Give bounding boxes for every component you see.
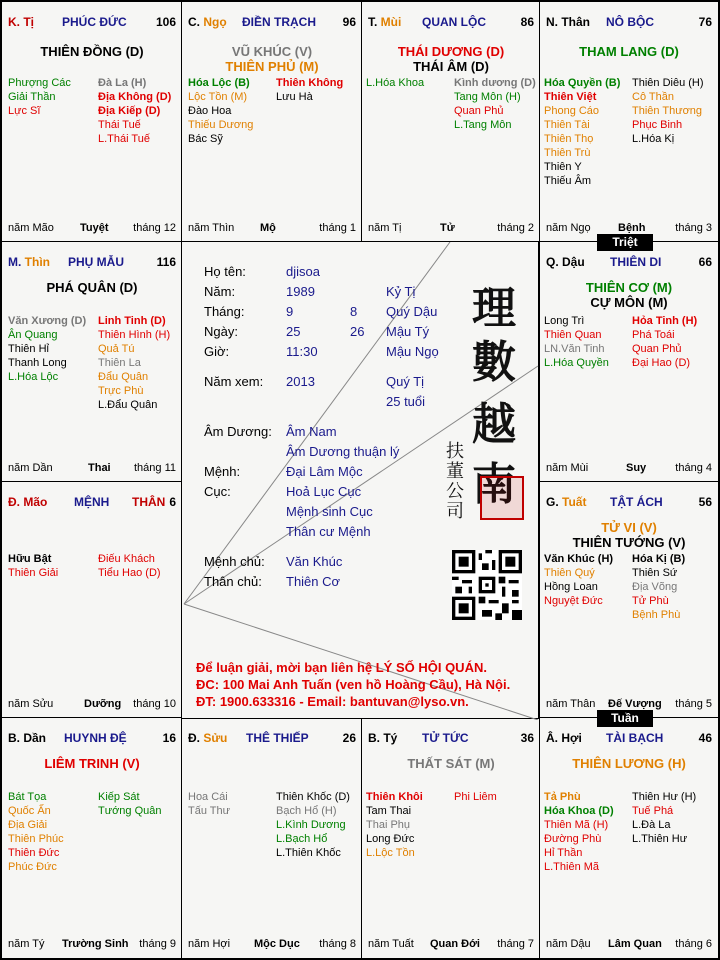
star: L.Hóa Lộc (8, 371, 59, 383)
amduong-value: Âm Nam (286, 424, 337, 439)
palace-number: 26 (342, 731, 356, 745)
star: Thiên Diêu (H) (632, 77, 704, 89)
can-day: Mậu Tý (386, 324, 430, 339)
foot-year: năm Tị (368, 222, 402, 234)
foot-stage: Mộc Dục (254, 938, 300, 950)
main-star: PHÁ QUÂN (D) (46, 280, 138, 295)
foot-month: tháng 12 (133, 222, 176, 234)
palace-number: 56 (698, 495, 712, 509)
palace-than (539, 1, 719, 243)
thanchu-label: Thân chủ: (204, 574, 262, 589)
star: Phong Cáo (544, 105, 600, 117)
star: Thiên Khốc (D) (276, 791, 350, 803)
menh-value: Đại Lâm Mộc (286, 464, 363, 479)
star: Thai Phụ (366, 819, 411, 831)
menh-label: Mệnh: (204, 464, 241, 479)
palace-number: 96 (342, 15, 356, 29)
view-can: Quý Tị (386, 374, 425, 389)
palace-name: TÀI BẠCH (606, 731, 664, 745)
star: Kình dương (D) (454, 77, 536, 89)
star: L.Thái Tuế (98, 133, 150, 145)
contact-phone-email: ĐT: 1900.633316 - Email: bantuvan@lyso.vn. (196, 694, 469, 709)
palace-name: THÊ THIẾP (246, 731, 309, 745)
foot-stage: Thai (88, 462, 111, 474)
star: Trực Phù (98, 385, 144, 397)
small-char: 董 (446, 461, 464, 482)
branch: G. Tuất (546, 495, 587, 509)
small-calligraphy (446, 442, 464, 522)
main-star: THÁI DƯƠNG (D) (397, 44, 505, 59)
star: Đào Hoa (188, 105, 232, 117)
foot-stage: Mộ (260, 222, 276, 234)
palace-name: NÔ BỘC (606, 15, 654, 29)
menhchu-label: Mệnh chủ: (204, 554, 265, 569)
red-seal-stamp-icon (480, 476, 524, 520)
star: Linh Tinh (D) (98, 315, 166, 327)
foot-stage: Tử (440, 222, 455, 234)
calligraphy-char: 理 (472, 283, 516, 334)
foot-month: tháng 3 (675, 222, 712, 234)
star: Thiên Phúc (8, 833, 64, 845)
palace-number: 106 (155, 15, 176, 29)
foot-month: tháng 1 (319, 222, 356, 234)
cuc-value: Hoả Lục Cục (286, 484, 362, 499)
star: Bệnh Phù (632, 609, 681, 621)
star: Bát Tọa (8, 791, 47, 803)
foot-month: tháng 11 (133, 462, 176, 474)
qr-code-icon (452, 550, 522, 620)
main-star: VŨ KHÚC (V) (231, 44, 313, 59)
than-label: THÂN (132, 495, 166, 509)
amduong-label: Âm Dương: (204, 424, 272, 439)
foot-stage: Lâm Quan (608, 938, 662, 950)
star: Lộc Tồn (M) (188, 91, 248, 103)
main-star: CỰ MÔN (M) (590, 295, 668, 310)
star: Giải Thần (8, 91, 56, 103)
palace-name: HUYNH ĐỆ (64, 731, 127, 745)
foot-year: năm Thân (546, 698, 596, 710)
star: L.Thiên Hư (632, 833, 688, 845)
star: L.Thiên Mã (544, 861, 600, 873)
year-value: 1989 (286, 284, 315, 299)
star: Phá Toái (632, 329, 675, 341)
can-month: Quý Dậu (386, 304, 438, 319)
palace-number: 36 (520, 731, 534, 745)
foot-year: năm Mùi (546, 462, 589, 474)
branch: K. Tị (8, 15, 34, 29)
foot-stage: Trường Sinh (62, 938, 129, 950)
calligraphy-char: 南 (472, 459, 516, 510)
star: Thiên Giải (8, 567, 59, 579)
foot-stage: Quan Đới (430, 938, 480, 950)
palace-number: 116 (156, 255, 176, 269)
year-label: Năm: (204, 284, 236, 299)
palace-name: THIÊN DI (610, 255, 662, 269)
star: L.Thiên Khốc (276, 847, 341, 859)
cuc-extra2: Thân cư Mệnh (286, 524, 371, 539)
star: Quan Phủ (632, 343, 682, 355)
calligraphy-char: 越 (472, 399, 516, 450)
small-char: 扶 (446, 441, 464, 462)
branch: M. Thìn (8, 255, 50, 269)
palace-name: PHỤ MẪU (68, 255, 124, 269)
star: Thiên Việt (544, 91, 597, 103)
branch: C. Ngọ (188, 15, 227, 29)
palace-thin (1, 241, 183, 483)
contact-address: ĐC: 100 Mai Anh Tuấn (ven hồ Hoàng Cầu), Hà Nội. (196, 677, 511, 692)
main-star: TỬ VI (V) (601, 520, 657, 535)
palace-number: 76 (698, 15, 712, 29)
month-value: 9 (286, 304, 294, 319)
palace-number: 86 (520, 15, 534, 29)
palace-suu (181, 717, 363, 959)
main-star: LIÊM TRINH (V) (44, 756, 140, 771)
month-label: Tháng: (204, 304, 245, 319)
branch: B. Dần (8, 731, 47, 745)
foot-year: năm Ngọ (546, 222, 591, 234)
star: Địa Không (D) (98, 91, 172, 103)
foot-month: tháng 2 (497, 222, 534, 234)
foot-year: năm Tý (8, 938, 45, 950)
palace-tuat (539, 481, 719, 719)
star: Văn Khúc (H) (544, 553, 614, 565)
star: Thiên Mã (H) (544, 819, 609, 831)
foot-month: tháng 8 (319, 938, 356, 950)
star: Văn Xương (D) (8, 315, 87, 327)
main-star: THIÊN LƯƠNG (H) (572, 756, 686, 771)
star: Quốc Ấn (8, 805, 51, 817)
name-label: Họ tên: (204, 264, 246, 279)
star: Địa Giải (8, 819, 48, 831)
palace-ty (361, 717, 541, 959)
foot-month: tháng 7 (497, 938, 534, 950)
star: Thiên Quan (544, 329, 602, 341)
palace-name: MỆNH (74, 495, 110, 509)
star: Kiếp Sát (98, 791, 140, 803)
star: Đại Hao (D) (632, 357, 691, 369)
foot-stage: Bệnh (618, 222, 646, 234)
star: Hóa Khoa (D) (544, 805, 614, 817)
palace-name: TẬT ÁCH (610, 495, 663, 509)
palace-name: QUAN LỘC (422, 15, 486, 29)
foot-stage: Tuyệt (80, 222, 109, 234)
thanchu-value: Thiên Cơ (286, 574, 341, 589)
star: Quan Phủ (454, 105, 504, 117)
palace-name: TỬ TỨC (422, 731, 469, 745)
main-star: THẤT SÁT (M) (407, 756, 495, 771)
branch: Â. Hợi (546, 731, 582, 745)
center-info-panel (181, 241, 539, 719)
foot-year: năm Hợi (188, 938, 231, 950)
star: Phượng Các (8, 77, 71, 89)
foot-month: tháng 4 (675, 462, 712, 474)
star: Thiên Không (276, 77, 344, 89)
day-label: Ngày: (204, 324, 238, 339)
star: Hoa Cái (188, 791, 228, 803)
star: Bác Sỹ (188, 133, 223, 145)
menhchu-value: Văn Khúc (286, 554, 343, 569)
palace-ti (1, 1, 183, 243)
foot-year: năm Mão (8, 222, 54, 234)
star: Thiên Quý (544, 567, 595, 579)
star: Hồng Loan (544, 581, 598, 593)
star: Thiên Trù (544, 147, 591, 159)
star: Tam Thai (366, 805, 412, 817)
palace-dan (1, 717, 183, 959)
star: Thiên Hỉ (8, 343, 49, 355)
star: Phúc Đức (8, 861, 57, 873)
star: Thiên La (98, 357, 141, 369)
foot-year: năm Sửu (8, 698, 54, 710)
star: L.Hóa Khoa (366, 77, 425, 89)
star: L.Đẩu Quân (98, 399, 158, 411)
star: Bạch Hổ (H) (276, 805, 337, 817)
foot-year: năm Thìn (188, 222, 235, 234)
star: Tả Phù (544, 791, 581, 803)
star: Thiếu Âm (544, 175, 592, 187)
star: Địa Kiếp (D) (98, 105, 161, 117)
star: Địa Võng (632, 581, 678, 593)
palace-dau (539, 241, 719, 483)
star: Đường Phù (544, 833, 602, 845)
tuan-badge: Tuần (597, 710, 653, 727)
star: Phục Binh (632, 119, 683, 131)
small-char: 公 (446, 481, 464, 502)
star: Hữu Bật (8, 553, 52, 565)
branch: T. Mùi (368, 15, 402, 29)
view-year-label: Năm xem: (204, 374, 264, 389)
cuc-extra1: Mệnh sinh Cục (286, 504, 373, 519)
star: Hỉ Thần (544, 847, 583, 859)
view-year-value: 2013 (286, 374, 315, 389)
star: Tuế Phá (632, 805, 674, 817)
main-star: THAM LANG (D) (579, 44, 679, 59)
star: Thiên Y (544, 161, 582, 173)
palace-hoi (539, 717, 719, 959)
star: Tướng Quân (98, 805, 162, 817)
star: Thiên Khôi (366, 791, 423, 803)
can-hour: Mậu Ngọ (386, 344, 439, 359)
star: Long Trì (544, 315, 585, 327)
star: Nguyệt Đức (544, 595, 603, 607)
star: L.Hóa Quyền (544, 357, 609, 369)
small-char: 司 (446, 501, 464, 522)
star: Điếu Khách (98, 553, 155, 565)
hour-label: Giờ: (204, 344, 230, 359)
star: Hóa Quyền (B) (544, 77, 621, 89)
day-value: 25 (286, 324, 301, 339)
name-value: djisoa (286, 264, 320, 279)
star: Thiếu Dương (188, 119, 254, 131)
palace-number: 16 (162, 731, 176, 745)
star: Thiên Thọ (544, 133, 594, 145)
star: Lưu Hà (276, 91, 313, 103)
branch: B. Tý (368, 731, 398, 745)
star: Thiên Hình (H) (98, 329, 171, 341)
branch: Đ. Sửu (188, 731, 228, 745)
star: Cô Thần (632, 91, 674, 103)
triet-badge: Triệt (597, 234, 653, 251)
star: Hỏa Tinh (H) (632, 315, 698, 327)
palace-number: 6 (169, 495, 176, 509)
star: Quả Tú (98, 343, 135, 355)
contact-notice: Để luận giải, mời bạn liên hệ LÝ SỐ HỘI QUÁN. (196, 660, 487, 675)
hour-value: 11:30 (286, 344, 318, 359)
foot-month: tháng 6 (675, 938, 712, 950)
cuc-label: Cục: (204, 484, 231, 499)
star: Ân Quang (8, 329, 58, 341)
palace-mui (361, 1, 541, 243)
star: L.Bạch Hổ (276, 833, 328, 845)
star: Hóa Kị (B) (632, 553, 686, 565)
star: Tấu Thư (188, 805, 231, 817)
foot-year: năm Dậu (546, 938, 591, 950)
star: Phi Liêm (454, 791, 497, 803)
star: Long Đức (366, 833, 415, 845)
star: L.Đà La (632, 819, 671, 831)
branch: Q. Dậu (546, 255, 585, 269)
star: Lực Sĩ (8, 105, 41, 117)
palace-mao (1, 481, 183, 719)
star: Thiên Đức (8, 847, 60, 859)
can-year: Kỷ Tị (386, 284, 416, 299)
star: Thiên Sứ (632, 567, 678, 579)
foot-year: năm Tuất (368, 938, 414, 950)
main-star: THIÊN TƯỚNG (V) (572, 535, 686, 550)
main-star: THIÊN ĐỒNG (D) (40, 44, 144, 59)
star: Tiểu Hao (D) (98, 567, 161, 579)
star: L.Kình Dương (276, 819, 346, 831)
calligraphy-char: 數 (472, 337, 516, 388)
star: LN.Văn Tinh (544, 343, 605, 355)
star: L.Lộc Tồn (366, 847, 415, 859)
day-lunar: 26 (350, 324, 365, 339)
star: Tử Phù (632, 595, 669, 607)
star: Thiên Thương (632, 105, 703, 117)
main-star: THIÊN PHỦ (M) (225, 59, 319, 74)
foot-stage: Dưỡng (84, 698, 122, 710)
age: 25 tuổi (386, 394, 426, 409)
foot-year: năm Dần (8, 462, 53, 474)
palace-name: PHÚC ĐỨC (62, 15, 127, 29)
branch: N. Thân (546, 15, 590, 29)
main-star: THÁI ÂM (D) (413, 59, 489, 74)
palace-number: 66 (698, 255, 712, 269)
month-lunar: 8 (350, 304, 358, 319)
foot-month: tháng 5 (675, 698, 712, 710)
foot-stage: Đế Vượng (608, 698, 662, 710)
star: Hóa Lộc (B) (188, 77, 250, 89)
palace-name: ĐIỀN TRẠCH (242, 15, 316, 29)
star: Thanh Long (8, 357, 67, 369)
palace-number: 46 (698, 731, 712, 745)
star: Thiên Tài (544, 119, 590, 131)
star: Đà La (H) (98, 77, 147, 89)
amduong-extra: Âm Dương thuận lý (286, 444, 400, 459)
star: L.Hóa Kị (632, 133, 675, 145)
star: Thiên Hư (H) (632, 791, 697, 803)
star: Đẩu Quân (98, 371, 149, 383)
main-star: THIÊN CƠ (M) (585, 280, 673, 295)
foot-month: tháng 9 (139, 938, 176, 950)
star: Thái Tuế (98, 119, 141, 131)
foot-month: tháng 10 (133, 698, 176, 710)
star: Tang Môn (H) (454, 91, 521, 103)
palace-ngo (181, 1, 363, 243)
branch: Đ. Mão (8, 495, 48, 509)
foot-stage: Suy (626, 462, 647, 474)
star: L.Tang Môn (454, 119, 512, 131)
